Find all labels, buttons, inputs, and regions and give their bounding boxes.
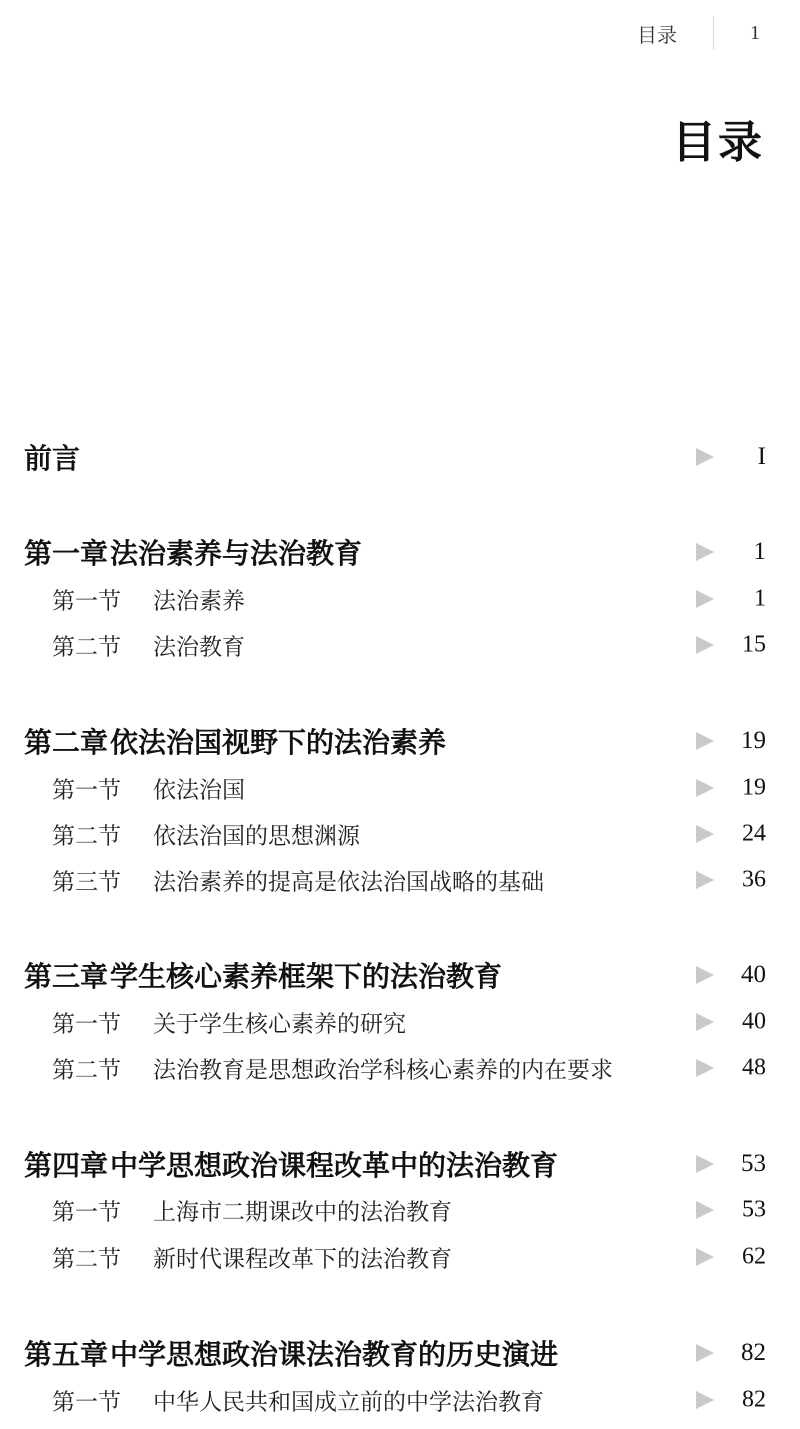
toc-chapter-number: 第一章 (24, 537, 109, 570)
toc-chapter-title: 学生核心素养框架下的法治教育 (110, 960, 503, 993)
toc-section[interactable] (0, 1048, 800, 1088)
toc-chapter-page: 19 (741, 727, 766, 754)
toc-section[interactable] (0, 814, 800, 854)
toc-section-title: 关于学生核心素养的研究 (153, 1011, 406, 1038)
toc-chapter-title: 法治素养与法治教育 (110, 537, 363, 570)
triangle-right-icon (696, 732, 714, 750)
triangle-right-icon (696, 543, 714, 561)
toc-section-page: 82 (742, 1386, 766, 1413)
toc-section-number: 第一节 (52, 1199, 121, 1226)
toc-chapter[interactable] (0, 1333, 800, 1373)
toc-chapter-number: 第五章 (24, 1338, 109, 1371)
toc-preface-title: 前言 (24, 442, 81, 475)
toc-chapter-number: 第三章 (24, 960, 109, 993)
triangle-right-icon (696, 590, 714, 608)
toc-section-number: 第二节 (52, 1057, 121, 1084)
toc-section[interactable] (0, 1190, 800, 1230)
triangle-right-icon (696, 779, 714, 797)
toc-section-title: 法治教育 (153, 634, 245, 661)
running-header-title: 目录 (637, 22, 677, 47)
toc-chapter-number: 第二章 (24, 726, 109, 759)
triangle-right-icon (696, 966, 714, 984)
toc-section-title: 依法治国的思想渊源 (153, 823, 360, 850)
toc-section-page: 48 (742, 1054, 766, 1081)
toc-section-page: 53 (742, 1196, 766, 1223)
toc-section-number: 第一节 (52, 777, 121, 804)
toc-section-title: 中华人民共和国成立前的中学法治教育 (153, 1389, 544, 1416)
toc-section-title: 依法治国 (153, 777, 245, 804)
toc-section-title: 法治教育是思想政治学科核心素养的内在要求 (153, 1057, 613, 1084)
toc-chapter-number: 第四章 (24, 1149, 109, 1182)
triangle-right-icon (696, 1059, 714, 1077)
toc-section-number: 第一节 (52, 588, 121, 615)
toc-chapter-title: 依法治国视野下的法治素养 (110, 726, 447, 759)
toc-chapter[interactable] (0, 721, 800, 761)
toc-section-page: 36 (742, 866, 766, 893)
toc-section-page: 24 (742, 820, 766, 847)
toc-section-number: 第一节 (52, 1011, 121, 1038)
toc-chapter[interactable] (0, 1144, 800, 1184)
triangle-right-icon (696, 1201, 714, 1219)
toc-section[interactable] (0, 579, 800, 619)
toc-section-title: 法治素养 (153, 588, 245, 615)
toc-section-title: 法治素养的提高是依法治国战略的基础 (153, 869, 544, 896)
header-divider (713, 16, 714, 50)
toc-section-page: 40 (742, 1008, 766, 1035)
triangle-right-icon (696, 1248, 714, 1266)
toc-section[interactable] (0, 768, 800, 808)
running-header (637, 18, 760, 48)
toc-section[interactable] (0, 860, 800, 900)
page-title: 目录 (672, 117, 764, 168)
toc-chapter-page: 40 (741, 961, 766, 988)
toc-section-title: 新时代课程改革下的法治教育 (153, 1246, 452, 1273)
toc-section-page: 1 (754, 585, 766, 612)
toc-section-page: 62 (742, 1243, 766, 1270)
toc-section[interactable] (0, 1380, 800, 1420)
toc-section-number: 第二节 (52, 634, 121, 661)
toc-chapter[interactable] (0, 532, 800, 572)
triangle-right-icon (696, 871, 714, 889)
triangle-right-icon (696, 1013, 714, 1031)
toc-section-number: 第三节 (52, 869, 121, 896)
toc-section-number: 第一节 (52, 1389, 121, 1416)
triangle-right-icon (696, 636, 714, 654)
triangle-right-icon (696, 448, 714, 466)
toc-section-number: 第二节 (52, 1246, 121, 1273)
toc-chapter-page: 1 (753, 538, 766, 565)
toc-chapter-title: 中学思想政治课法治教育的历史演进 (110, 1338, 559, 1371)
toc-preface-page: I (757, 443, 766, 470)
toc-section-page: 19 (742, 774, 766, 801)
triangle-right-icon (696, 1391, 714, 1409)
triangle-right-icon (696, 1155, 714, 1173)
triangle-right-icon (696, 825, 714, 843)
triangle-right-icon (696, 1344, 714, 1362)
toc-chapter-page: 82 (741, 1339, 766, 1366)
toc-chapter-title: 中学思想政治课程改革中的法治教育 (110, 1149, 559, 1182)
toc-chapter-page: 53 (741, 1150, 766, 1177)
toc-section[interactable] (0, 1237, 800, 1277)
toc-section-page: 15 (742, 631, 766, 658)
toc-section[interactable] (0, 625, 800, 665)
toc-entry-preface[interactable] (0, 437, 800, 477)
toc-section[interactable] (0, 1002, 800, 1042)
toc-section-number: 第二节 (52, 823, 121, 850)
toc-chapter[interactable] (0, 955, 800, 995)
toc-section-title: 上海市二期课改中的法治教育 (153, 1199, 452, 1226)
running-header-page-number: 1 (750, 21, 760, 44)
